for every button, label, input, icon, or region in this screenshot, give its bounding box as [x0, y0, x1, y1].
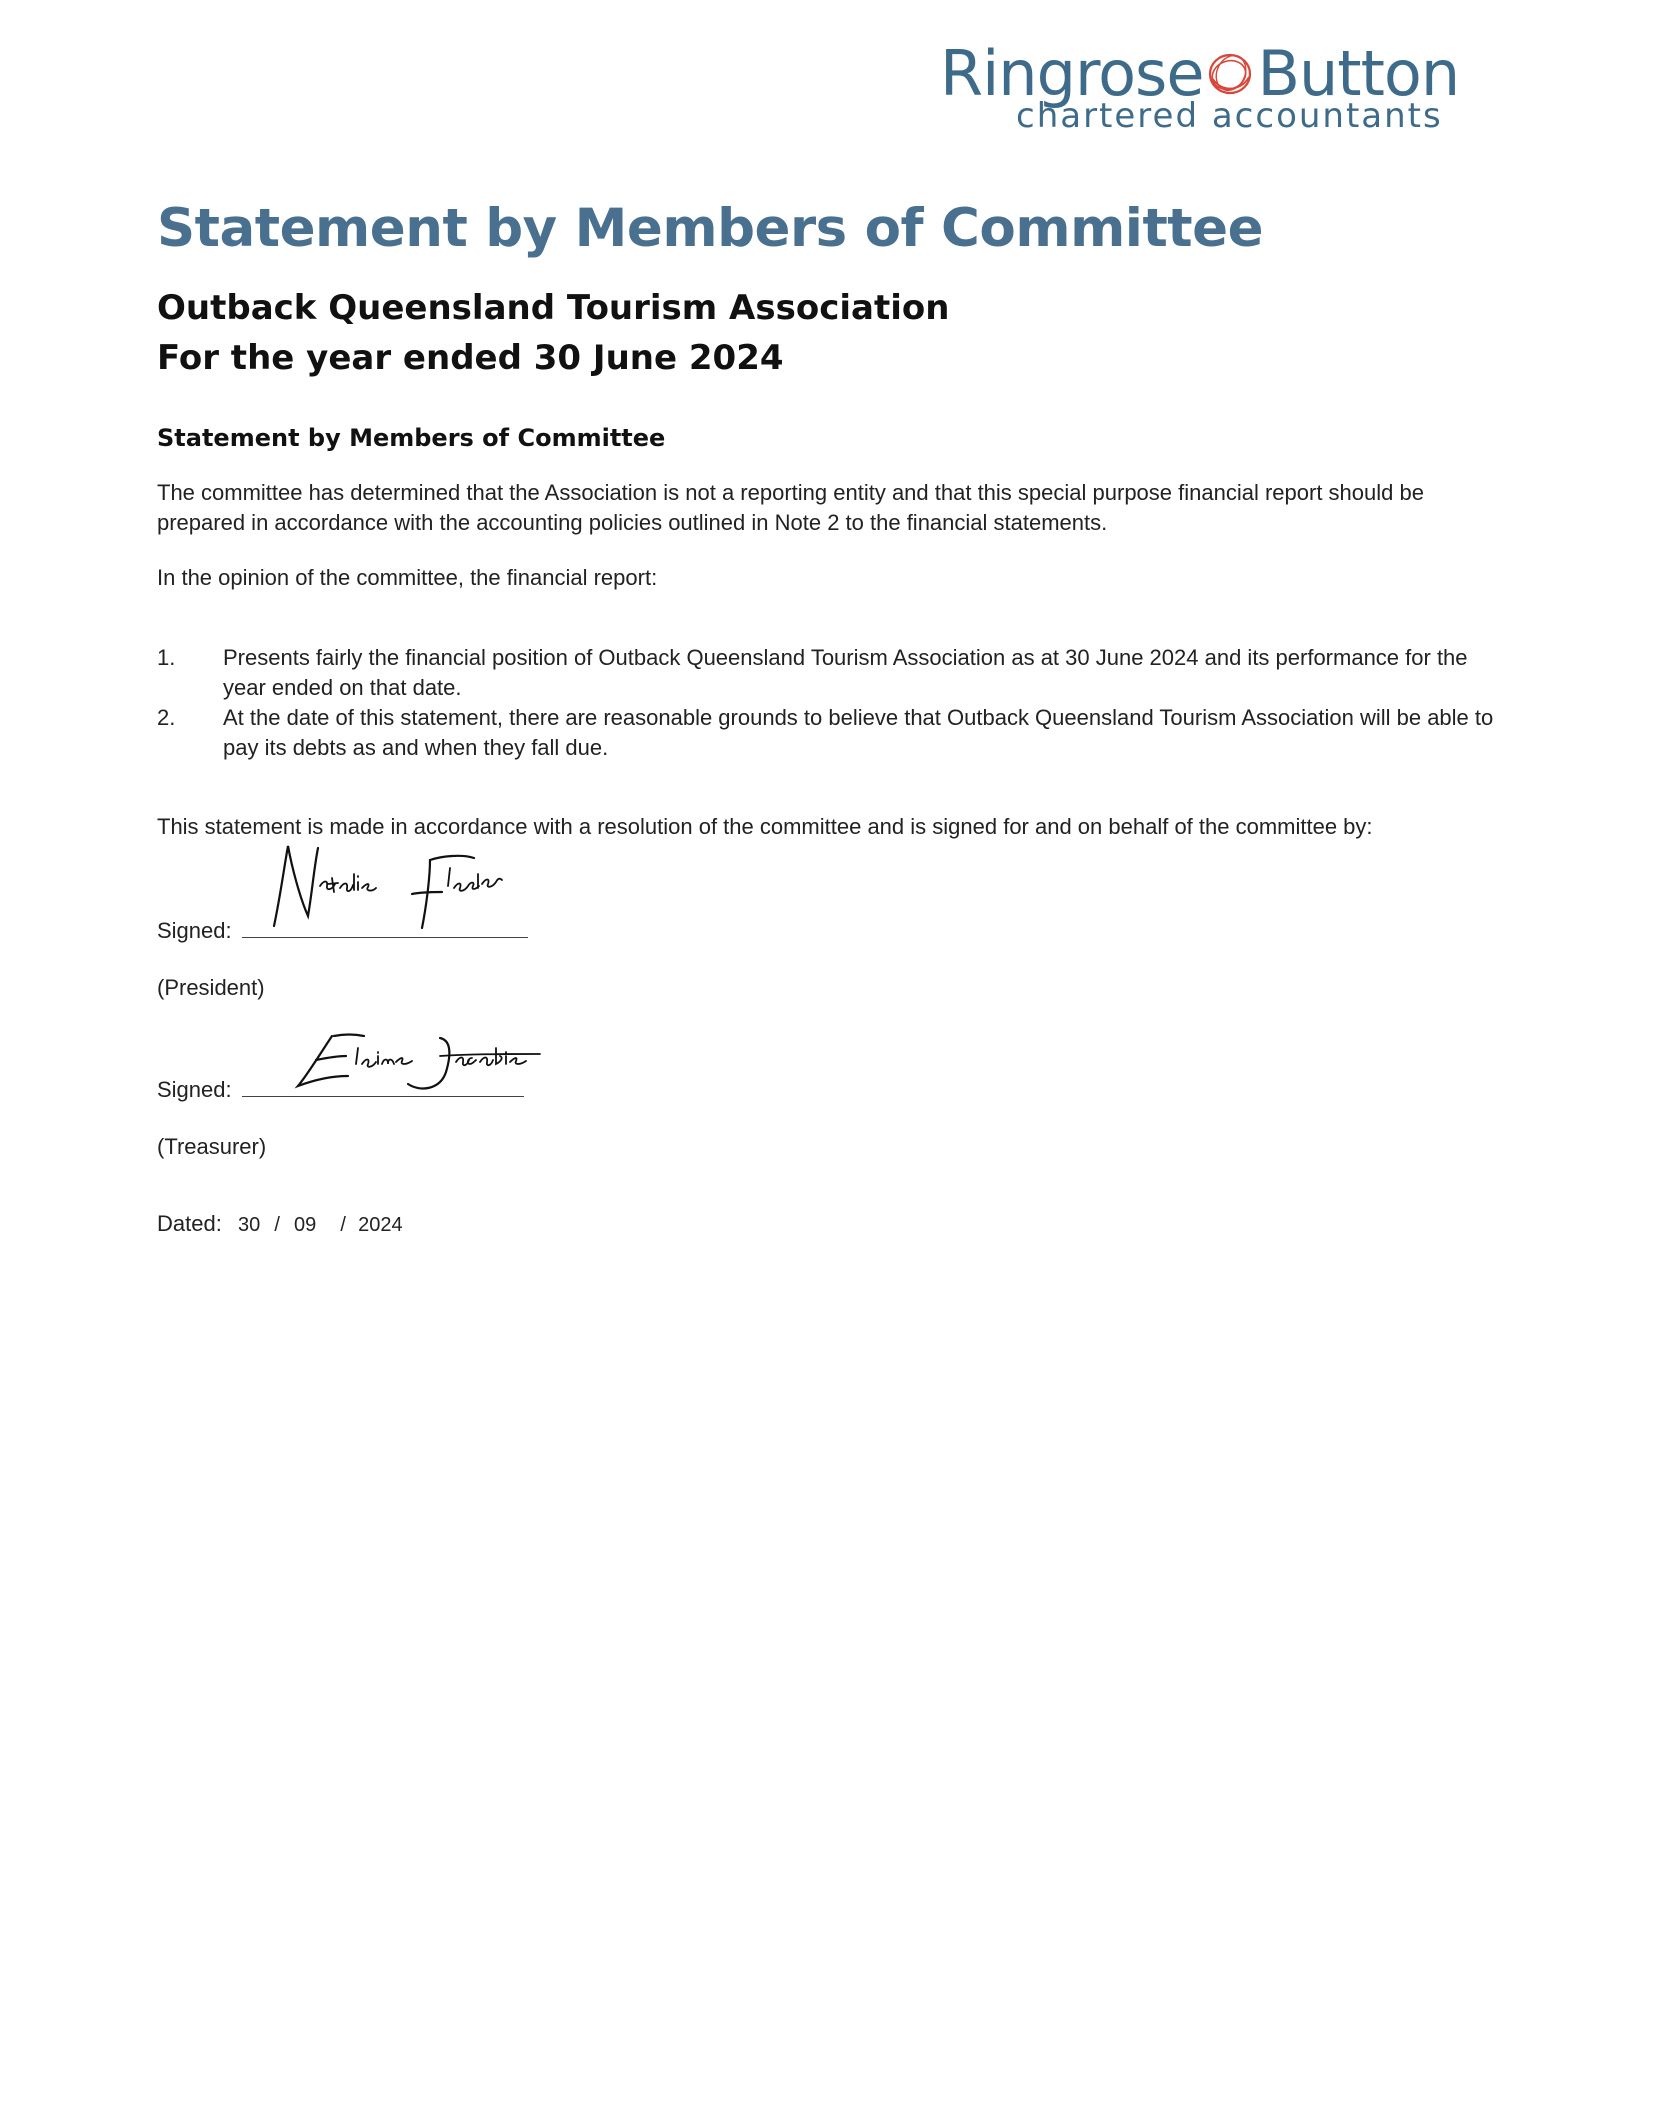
company-logo — [940, 38, 1500, 138]
organisation-name: Outback Queensland Tourism Association — [157, 288, 950, 328]
logo-name-right: Button — [1257, 37, 1460, 110]
president-signed-row — [157, 918, 528, 944]
section-heading: Statement by Members of Committee — [157, 424, 666, 452]
dated-label: Dated: — [157, 1211, 222, 1236]
list-item-text: Presents fairly the financial position of Outback Queensland Tourism Association as at 30 June 2024 and its performance for the year ended on that date. — [223, 645, 1468, 700]
president-role: (President) — [157, 975, 265, 1000]
dated-day: 30 — [237, 1214, 261, 1236]
signed-label: Signed: — [157, 1077, 232, 1102]
signature-line — [242, 1095, 524, 1097]
dated-separator: / — [340, 1214, 346, 1236]
logo-tagline: chartered accountants — [1016, 96, 1443, 136]
signed-label: Signed: — [157, 918, 232, 943]
dated-row — [157, 1211, 403, 1237]
logo-ring-icon — [1205, 49, 1255, 99]
treasurer-signed-row — [157, 1077, 524, 1103]
page-title: Statement by Members of Committee — [157, 198, 1264, 259]
list-item-text: At the date of this statement, there are reasonable grounds to believe that Outback Queensland Tourism Association will be able to pay its debts as and when they fall due. — [223, 705, 1494, 760]
logo-name-left: Ringrose — [940, 37, 1204, 110]
list-item-number: 1. — [157, 645, 176, 670]
paragraph-resolution: This statement is made in accordance with a resolution of the committee and is signed for and on behalf of the committee by: — [157, 814, 1373, 839]
dated-separator: / — [274, 1214, 280, 1236]
dated-month: 09 — [294, 1214, 317, 1236]
treasurer-role: (Treasurer) — [157, 1134, 267, 1159]
paragraph-opinion-intro: In the opinion of the committee, the financial report: — [157, 565, 658, 590]
dated-year: 2024 — [358, 1214, 403, 1236]
list-item-number: 2. — [157, 705, 176, 730]
reporting-period: For the year ended 30 June 2024 — [157, 338, 784, 378]
paragraph-reporting-entity: The committee has determined that the Association is not a reporting entity and that this special purpose financial report should be prepared in accordance with the accounting policies outlined in Note 2 to the financial statements. — [157, 480, 1424, 535]
signature-line — [242, 936, 528, 938]
